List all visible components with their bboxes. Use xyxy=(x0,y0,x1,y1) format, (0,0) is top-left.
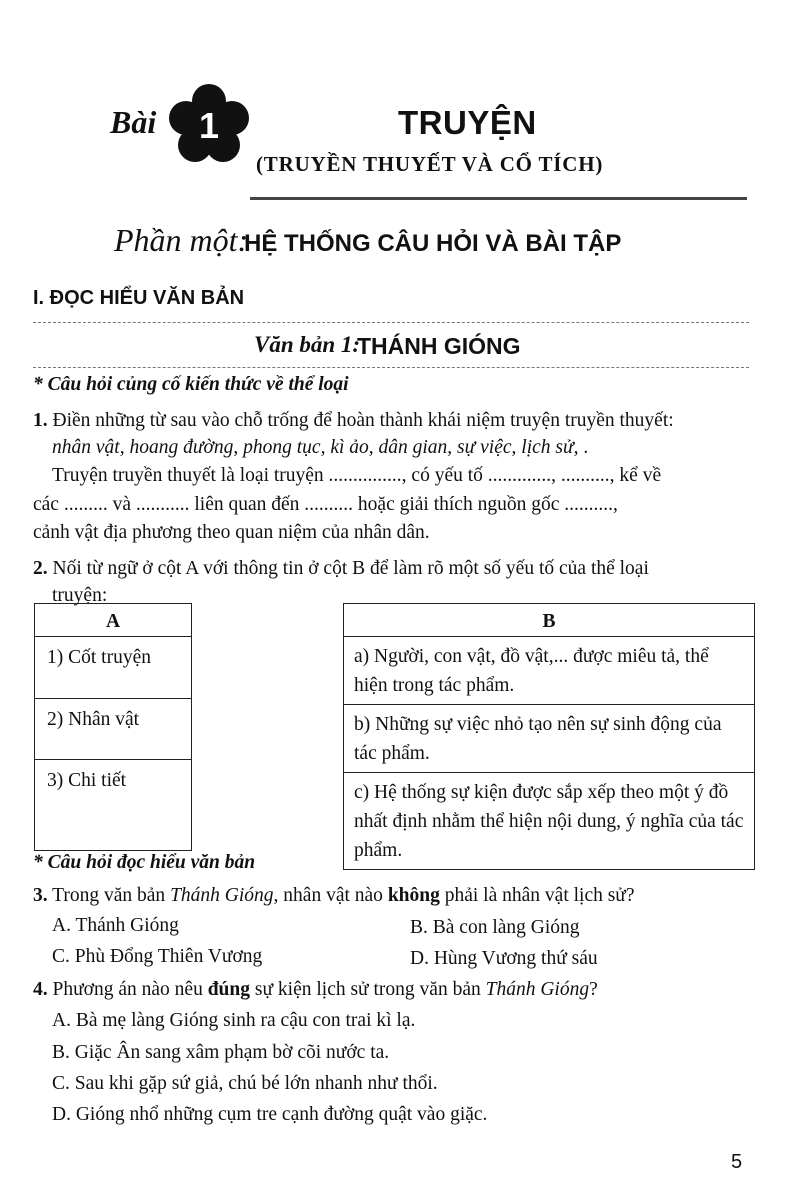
table-cell: c) Hệ thống sự kiện được sắp xếp theo một ý đồ nhất định nhằm thể hiện nội dung, ý nghĩa của tác phẩm. xyxy=(344,773,755,870)
lesson-title: TRUYỆN xyxy=(398,104,537,141)
table-cell: 1) Cốt truyện xyxy=(35,637,192,699)
page-number: 5 xyxy=(731,1151,743,1173)
question-prompt-cont: truyện: xyxy=(52,585,108,606)
part-prefix: Phần một: xyxy=(114,222,249,258)
question-text: phải là nhân vật lịch sử? xyxy=(439,885,635,906)
part-title: HỆ THỐNG CÂU HỎI VÀ BÀI TẬP xyxy=(244,230,622,257)
question-2 xyxy=(33,554,649,583)
question-number: 1. xyxy=(33,410,48,431)
question-number: 3. xyxy=(33,885,48,906)
option-b: B. Giặc Ân sang xâm phạm bờ cõi nước ta. xyxy=(52,1042,390,1063)
divider xyxy=(33,322,749,323)
question-text: , nhân vật nào xyxy=(273,885,388,906)
option-a: A. Bà mẹ làng Gióng sinh ra cậu con trai kì lạ. xyxy=(52,1010,416,1031)
question-text: Phương án nào nêu xyxy=(52,979,208,1000)
fill-line-3: cảnh vật địa phương theo quan niệm của nhân dân. xyxy=(33,522,430,543)
table-cell: 2) Nhân vật xyxy=(35,699,192,760)
header-rule xyxy=(250,197,747,200)
fill-line-2: các ......... và ........... liên quan đến .......... hoặc giải thích nguồn gốc .........., xyxy=(33,494,618,515)
lesson-number: 1 xyxy=(198,105,220,146)
option-c: C. Phù Đổng Thiên Vương xyxy=(52,946,263,967)
table-cell: 3) Chi tiết xyxy=(35,760,192,851)
text-prefix: Văn bản 1: xyxy=(254,332,361,357)
question-prompt: Nối từ ngữ ở cột A với thông tin ở cột B để làm rõ một số yếu tố của thể loại xyxy=(52,558,649,579)
word-bank-end: , . xyxy=(573,437,589,458)
table-header: A xyxy=(35,604,192,637)
emphasis: không xyxy=(387,885,440,906)
question-number: 2. xyxy=(33,558,48,579)
text-title: THÁNH GIÓNG xyxy=(357,333,521,359)
option-b: B. Bà con làng Gióng xyxy=(410,917,580,938)
lesson-word: Bài xyxy=(110,104,157,140)
work-title: Thánh Gióng xyxy=(485,979,590,1000)
option-d: D. Hùng Vương thứ sáu xyxy=(410,948,598,969)
table-cell: a) Người, con vật, đồ vật,... được miêu tả, thể hiện trong tác phẩm. xyxy=(344,637,755,705)
flower-badge-icon xyxy=(168,84,250,166)
option-a: A. Thánh Gióng xyxy=(52,915,179,936)
section-title: I. ĐỌC HIỂU VĂN BẢN xyxy=(33,287,245,309)
question-1 xyxy=(33,406,674,435)
table-cell: b) Những sự việc nhỏ tạo nên sự sinh động của tác phẩm. xyxy=(344,705,755,773)
option-d: D. Gióng nhổ những cụm tre cạnh đường quật vào giặc. xyxy=(52,1104,488,1125)
subheading-genre: * Câu hỏi củng cố kiến thức về thể loại xyxy=(33,374,349,395)
question-number: 4. xyxy=(33,979,48,1000)
lesson-subtitle: (TRUYỀN THUYẾT VÀ CỔ TÍCH) xyxy=(256,152,604,176)
word-bank xyxy=(52,433,588,462)
question-prompt: Điền những từ sau vào chỗ trống để hoàn thành khái niệm truyện truyền thuyết: xyxy=(52,410,674,431)
matching-table-a xyxy=(34,603,192,851)
emphasis: đúng xyxy=(207,979,250,1000)
question-text: Trong văn bản xyxy=(52,885,171,906)
word-bank-words: nhân vật, hoang đường, phong tục, kì ảo, dân gian, sự việc, lịch sử xyxy=(52,437,574,458)
question-4 xyxy=(33,975,598,1004)
table-header: B xyxy=(344,604,755,637)
question-text: sự kiện lịch sử trong văn bản xyxy=(250,979,486,1000)
question-3 xyxy=(33,881,635,910)
question-text: ? xyxy=(589,979,598,1000)
option-c: C. Sau khi gặp sứ giả, chú bé lớn nhanh như thổi. xyxy=(52,1073,438,1094)
subheading-reading: * Câu hỏi đọc hiểu văn bản xyxy=(33,852,256,873)
matching-table-b xyxy=(343,603,755,870)
fill-line-1: Truyện truyền thuyết là loại truyện ..............., có yếu tố ............., .........., kể về xyxy=(52,465,662,486)
divider xyxy=(33,367,749,368)
work-title: Thánh Gióng xyxy=(170,885,274,906)
